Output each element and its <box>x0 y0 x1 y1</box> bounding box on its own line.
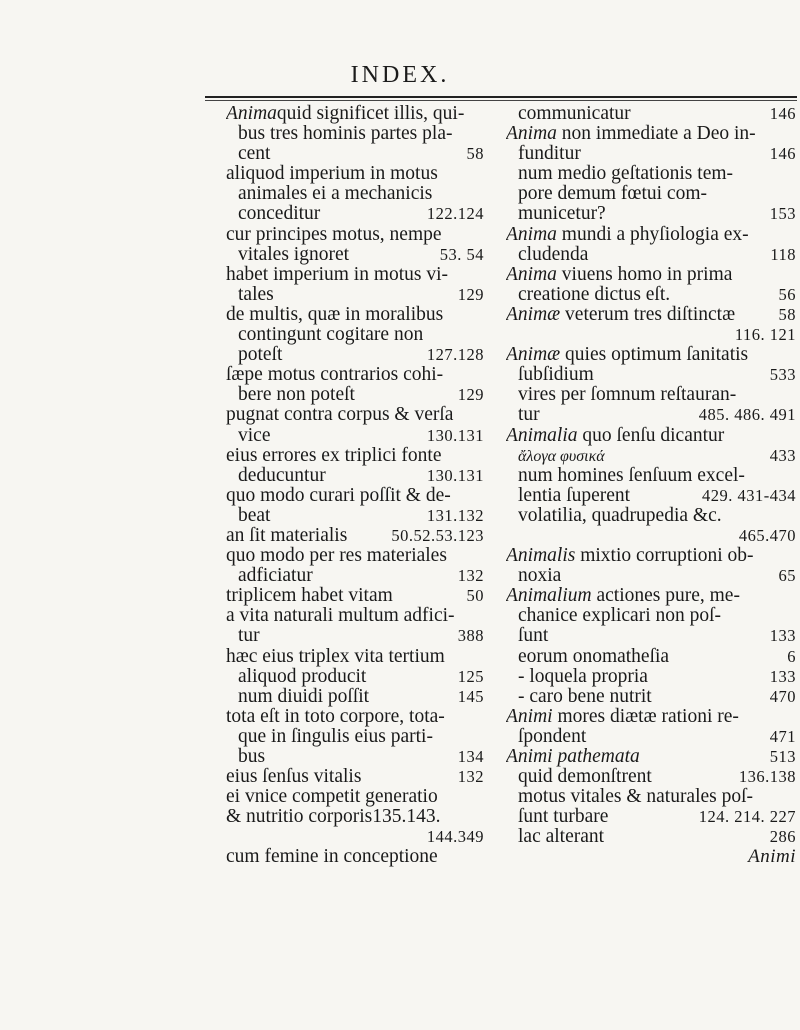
index-entry-line <box>226 807 484 827</box>
index-entry-line <box>506 787 796 807</box>
index-entry-line <box>226 225 484 245</box>
index-entry-line <box>506 546 796 566</box>
index-entry-text: mundi a phyſiologia ex- <box>556 224 749 245</box>
index-entry-line <box>506 466 796 486</box>
page-reference: 6 <box>787 646 796 666</box>
index-entry-line <box>506 204 796 224</box>
page-reference: 129 <box>457 385 484 405</box>
index-entry-line <box>506 647 796 667</box>
page-reference: 50.52.53.123 <box>391 525 484 545</box>
index-entry-text: - caro bene nutrit <box>518 686 652 707</box>
index-entry-line <box>226 245 484 265</box>
index-entry-line <box>226 124 484 144</box>
index-entry-line <box>506 486 796 506</box>
index-headword: Anima <box>506 264 557 285</box>
index-entry-text: viuens homo in prima <box>556 264 733 285</box>
index-entry-line <box>506 285 796 305</box>
index-entry-line <box>226 667 484 687</box>
index-entry-line <box>226 204 484 224</box>
index-entry-text: mixtio corruptioni ob- <box>575 546 754 567</box>
right-column <box>506 104 796 868</box>
index-entry-text: deducuntur <box>238 465 326 486</box>
index-entry-text: tales <box>238 284 274 305</box>
page-reference: 53. 54 <box>439 244 484 264</box>
page-reference: 133 <box>769 626 796 646</box>
index-entry-line <box>226 486 484 506</box>
page-reference: 50 <box>466 586 484 606</box>
index-entry-text: cent <box>238 144 271 165</box>
index-entry-line <box>506 526 796 546</box>
index-entry-line <box>226 285 484 305</box>
index-entry-text: que in ſingulis eius parti- <box>238 726 433 747</box>
page-reference: 136.138 <box>738 767 796 787</box>
index-entry-line <box>506 184 796 204</box>
page-reference: 485. 486. 491 <box>698 405 796 425</box>
index-entry-text: num medio geſtationis tem- <box>518 164 734 185</box>
page-reference: 127.128 <box>426 345 484 365</box>
index-entry-line <box>506 225 796 245</box>
index-headword: Anima <box>226 104 277 124</box>
index-entry-text: pore demum fœtui com- <box>518 184 707 205</box>
index-entry-text: num homines ſenſuum excel- <box>518 465 745 486</box>
index-entry-text: ſubſidium <box>518 365 594 386</box>
page-reference: 132 <box>457 767 484 787</box>
index-entry-text: quo modo per res materiales <box>226 546 447 567</box>
index-entry-line <box>506 847 796 867</box>
page-reference: 56 <box>778 284 796 304</box>
index-entry-line <box>506 566 796 586</box>
index-entry-line <box>226 586 484 606</box>
index-entry-text: ſunt <box>518 626 549 647</box>
index-headword: Animæ <box>506 345 561 366</box>
index-entry-text: volatilia, quadrupedia &c. <box>518 505 722 526</box>
index-entry-line <box>226 144 484 164</box>
index-entry-text: tur <box>518 405 540 426</box>
index-entry-line <box>506 807 796 827</box>
index-entry-line <box>506 164 796 184</box>
index-entry-line <box>226 426 484 446</box>
index-headword: Animalis <box>506 546 576 567</box>
index-entry-line <box>506 687 796 707</box>
index-entry-line <box>506 446 796 466</box>
index-entry-line <box>226 526 484 546</box>
index-entry-line <box>226 647 484 667</box>
index-entry-text: veterum tres diſtinctæ <box>560 304 736 325</box>
page-reference: Animi <box>748 847 796 868</box>
index-entry-text: communicatur <box>518 104 631 124</box>
page-reference: 122.124 <box>426 204 484 224</box>
page-reference: 429. 431-434 <box>702 485 796 505</box>
page-reference: 471 <box>769 726 796 746</box>
index-entry-line <box>226 787 484 807</box>
index-entry-text: vitales ignoret <box>238 244 350 265</box>
page-reference: 129 <box>457 284 484 304</box>
index-entry-text: lac alterant <box>518 827 605 848</box>
index-entry-line <box>226 365 484 385</box>
index-entry-line <box>506 265 796 285</box>
index-entry-text: ſæpe motus contrarios cohi- <box>226 365 444 386</box>
greek-phrase: ἄλογα φυσικά <box>518 447 605 465</box>
index-entry-text: vice <box>238 425 271 446</box>
index-entry-text: de multis, quæ in moralibus <box>226 304 444 325</box>
index-headword: Anima <box>506 124 557 145</box>
index-entry-line <box>506 707 796 727</box>
index-entry-text: tota eſt in toto corpore, tota- <box>226 706 445 727</box>
index-entry-text: vires per ſomnum reſtauran- <box>518 385 737 406</box>
index-entry-line <box>226 385 484 405</box>
index-entry-line <box>226 767 484 787</box>
index-entry-line <box>506 104 796 124</box>
page-reference: 125 <box>457 666 484 686</box>
index-entry-text: bus tres hominis partes pla- <box>238 124 453 145</box>
index-entry-line <box>506 426 796 446</box>
index-entry-line <box>506 405 796 425</box>
page-reference: 145 <box>457 686 484 706</box>
index-entry-line <box>506 727 796 747</box>
page-reference: 130.131 <box>426 465 484 485</box>
header-rule-thin <box>205 100 797 101</box>
index-entry-text: & nutritio corporis135.143. <box>226 807 441 828</box>
index-entry-text: aliquod producit <box>238 666 367 687</box>
index-entry-text: adficiatur <box>238 566 313 587</box>
index-entry-text: eorum onomatheſia <box>518 646 670 667</box>
index-entry-line <box>226 506 484 526</box>
index-entry-text: ei vnice competit generatio <box>226 787 438 808</box>
index-entry-text: quo modo curari poſſit & de- <box>226 485 451 506</box>
page-reference: 388 <box>457 626 484 646</box>
page-reference: 153 <box>769 204 796 224</box>
page-reference: 134 <box>457 747 484 766</box>
left-column <box>226 104 484 868</box>
index-entry-text: an ſit materialis <box>226 525 348 546</box>
index-entry-text: quies optimum ſanitatis <box>560 345 749 366</box>
page-reference: 58 <box>466 144 484 164</box>
index-entry-text: mores diætæ rationi re- <box>552 706 739 727</box>
index-entry-line <box>226 747 484 767</box>
index-entry-line <box>506 827 796 847</box>
index-headword: Animalia <box>506 425 578 446</box>
index-entry-line <box>226 727 484 747</box>
index-headword: Animæ <box>506 304 561 325</box>
index-entry-line <box>226 626 484 646</box>
index-entry-line <box>506 305 796 325</box>
index-entry-text: num diuidi poſſit <box>238 686 370 707</box>
index-entry-text: motus vitales & naturales poſ- <box>518 787 754 808</box>
page-reference: 131.132 <box>426 505 484 525</box>
index-entry-text: pugnat contra corpus & verſa <box>226 405 454 426</box>
index-entry-text: habet imperium in motus vi- <box>226 264 449 285</box>
index-entry-text: ſunt turbare <box>518 807 609 828</box>
index-entry-line <box>506 245 796 265</box>
page-reference: 433 <box>769 445 796 465</box>
page-reference: 118 <box>770 244 796 264</box>
index-entry-line <box>226 687 484 707</box>
index-entry-line <box>506 606 796 626</box>
index-entry-line <box>506 667 796 687</box>
index-entry-text: non immediate a Deo in- <box>556 124 756 145</box>
index-entry-text: cur principes motus, nempe <box>226 224 442 245</box>
index-entry-line <box>226 405 484 425</box>
page-reference: 132 <box>457 566 484 586</box>
index-entry-text: actiones pure, me- <box>591 586 740 607</box>
index-entry-line <box>506 506 796 526</box>
page-reference: 130.131 <box>426 425 484 445</box>
index-entry-text: a vita naturali multum adfici- <box>226 606 455 627</box>
index-entry-text: bere non poteſt <box>238 385 355 406</box>
page-reference: 116. 121 <box>734 325 796 345</box>
index-headword: Animalium <box>506 586 592 607</box>
index-entry-text: conceditur <box>238 204 321 225</box>
page-header-title: INDEX. <box>350 62 450 88</box>
page-reference: 470 <box>769 686 796 706</box>
index-entry-text: - loquela propria <box>518 666 648 687</box>
index-entry-text: lentia ſuperent <box>518 485 631 506</box>
index-headword: Animi <box>506 706 553 727</box>
index-entry-line <box>226 325 484 345</box>
page-reference: 133 <box>769 666 796 686</box>
index-entry-line <box>506 626 796 646</box>
index-entry-line <box>226 164 484 184</box>
index-entry-text: ſpondent <box>518 726 587 747</box>
index-entry-line <box>226 546 484 566</box>
index-entry-text: poteſt <box>238 345 283 366</box>
index-entry-text: contingunt cogitare non <box>238 325 424 346</box>
page-reference: 286 <box>769 827 796 847</box>
header-rule-thick <box>205 96 797 98</box>
index-entry-text: beat <box>238 505 271 526</box>
index-entry-line <box>226 466 484 486</box>
index-entry-line <box>226 606 484 626</box>
page-reference: 124. 214. 227 <box>698 807 796 827</box>
index-entry-line <box>506 345 796 365</box>
page-reference: 465.470 <box>738 525 796 545</box>
page-reference: 146 <box>769 144 796 164</box>
index-entry-line <box>226 345 484 365</box>
index-entry-text: triplicem habet vitam <box>226 586 393 607</box>
index-entry-line <box>506 124 796 144</box>
index-entry-text: quid significet illis, qui- <box>276 104 465 124</box>
index-entry-text: quid demonſtrent <box>518 767 652 788</box>
index-entry-text: eius errores ex triplici fonte <box>226 445 442 466</box>
index-entry-text: funditur <box>518 144 581 165</box>
index-entry-line <box>506 144 796 164</box>
index-entry-text: hæc eius triplex vita tertium <box>226 646 445 667</box>
index-headword: Anima <box>506 224 557 245</box>
page-reference: 513 <box>769 747 796 766</box>
page-reference: 58 <box>778 304 796 324</box>
index-entry-line <box>506 365 796 385</box>
index-entry-line <box>506 747 796 767</box>
index-entry-line <box>506 385 796 405</box>
index-entry-line <box>226 446 484 466</box>
index-entry-text: tur <box>238 626 260 647</box>
index-entry-line <box>226 847 484 867</box>
index-entry-text: bus <box>238 747 266 767</box>
index-entry-text: noxia <box>518 566 562 587</box>
index-entry-text: animales ei a mechanicis <box>238 184 433 205</box>
index-headword: Animi pathemata <box>506 747 640 767</box>
page-reference: 533 <box>769 365 796 385</box>
index-entry-line <box>506 767 796 787</box>
index-entry-text: eius ſenſus vitalis <box>226 767 362 788</box>
index-entry-text: cludenda <box>518 244 589 265</box>
index-entry-line <box>506 586 796 606</box>
index-entry-text: chanice explicari non poſ- <box>518 606 722 627</box>
index-entry-line <box>506 325 796 345</box>
page-reference: 144.349 <box>426 827 484 847</box>
page-reference: 146 <box>769 104 796 123</box>
index-entry-line <box>226 305 484 325</box>
index-entry-text: municetur? <box>518 204 606 225</box>
index-entry-text: creatione dictus eſt. <box>518 284 671 305</box>
index-entry-text: cum femine in conceptione <box>226 847 438 868</box>
index-entry-text: quo ſenſu dicantur <box>577 425 725 446</box>
index-entry-line <box>226 104 484 124</box>
index-entry-line <box>226 566 484 586</box>
index-entry-line <box>226 707 484 727</box>
index-entry-text: aliquod imperium in motus <box>226 164 438 185</box>
index-entry-line <box>226 265 484 285</box>
index-entry-line <box>226 827 484 847</box>
index-entry-line <box>226 184 484 204</box>
page-reference: 65 <box>778 566 796 586</box>
